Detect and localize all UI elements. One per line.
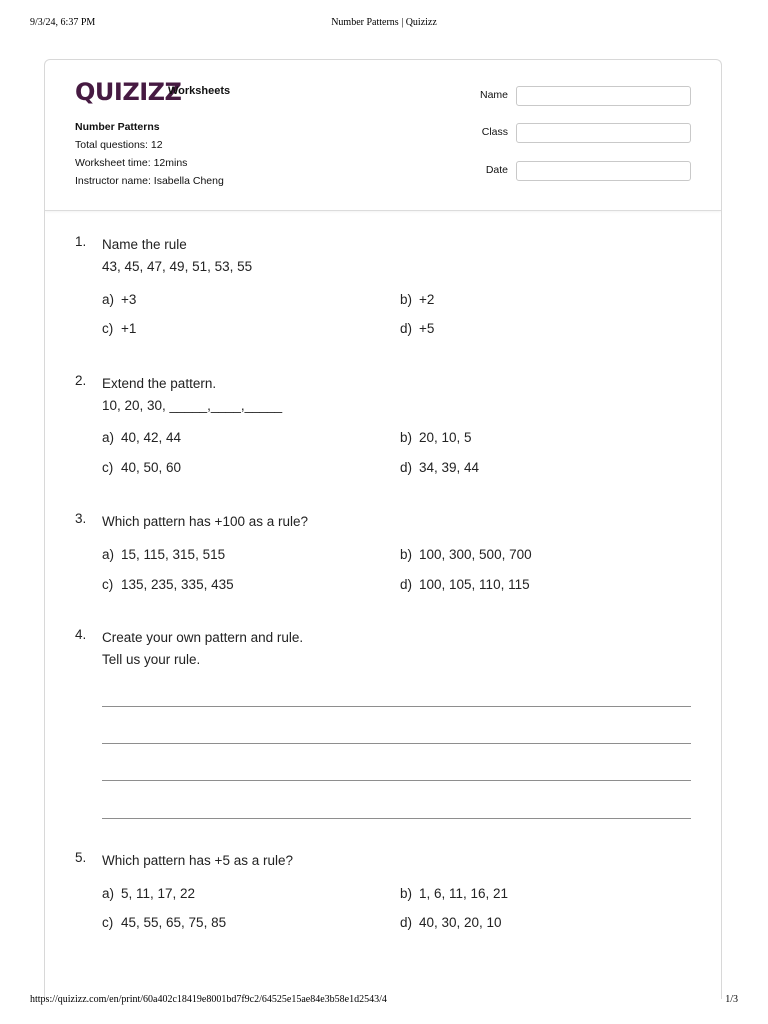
option-letter: b) [400,886,413,901]
option-text: 40, 42, 44 [121,430,182,445]
option-letter: a) [102,547,115,562]
instructor-name: Instructor name: Isabella Cheng [75,175,224,187]
option-b[interactable] [400,430,472,445]
option-d[interactable] [400,460,479,475]
option-letter: b) [400,547,413,562]
option-text: 100, 300, 500, 700 [419,547,532,562]
question-number: 3. [75,511,87,526]
option-text: +5 [419,321,435,336]
option-c[interactable] [102,460,181,475]
option-text: +1 [121,321,137,336]
worksheet-time: Worksheet time: 12mins [75,157,188,169]
question-prompt: Create your own pattern and rule. Tell us your rule. [102,630,304,667]
name-field[interactable] [516,86,691,106]
print-title: Number Patterns | Quizizz [331,17,437,28]
option-d[interactable] [400,915,502,930]
option-text: 100, 105, 110, 115 [419,577,530,592]
option-text: +2 [419,292,435,307]
option-text: 20, 10, 5 [419,430,472,445]
class-label: Class [481,126,508,138]
answer-line[interactable] [102,743,691,744]
option-a[interactable] [102,547,225,562]
option-letter: a) [102,430,115,445]
option-letter: d) [400,460,413,475]
option-d[interactable] [400,577,530,592]
option-text: 15, 115, 315, 515 [121,547,226,562]
worksheet-meta [75,118,224,190]
option-text: 40, 30, 20, 10 [419,915,502,930]
date-field[interactable] [516,161,691,181]
option-c[interactable] [102,321,136,336]
question-prompt: Name the rule 43, 45, 47, 49, 51, 53, 55 [102,237,253,274]
answer-line[interactable] [102,780,691,781]
option-b[interactable] [400,292,434,307]
question-prompt: Extend the pattern. 10, 20, 30, _____,____,_____ [102,376,283,413]
print-datetime: 9/3/24, 6:37 PM [30,17,96,28]
option-text: 5, 11, 17, 22 [121,886,196,901]
worksheets-label: Worksheets [168,85,231,97]
question-number: 1. [75,234,87,249]
total-questions: Total questions: 12 [75,139,163,151]
worksheet-header [45,60,721,211]
name-label: Name [479,89,508,101]
option-text: 40, 50, 60 [121,460,182,475]
option-text: 135, 235, 335, 435 [121,577,234,592]
option-letter: c) [102,577,114,592]
quizizz-logo: QUIZIZZ [75,78,182,106]
option-text: 45, 55, 65, 75, 85 [121,915,227,930]
question-number: 5. [75,850,87,865]
option-letter: b) [400,292,413,307]
option-b[interactable] [400,886,508,901]
option-a[interactable] [102,292,136,307]
print-url: https://quizizz.com/en/print/60a402c18419e8001bd7f9c2/64525e15ae84e3b58e1d2543/4 [30,994,387,1005]
option-letter: c) [102,321,114,336]
question-prompt: Which pattern has +5 as a rule? [102,853,293,868]
question-prompt: Which pattern has +100 as a rule? [102,514,309,529]
worksheet-sheet [44,59,722,999]
option-letter: a) [102,886,115,901]
answer-line[interactable] [102,706,691,707]
option-d[interactable] [400,321,434,336]
answer-line[interactable] [102,818,691,819]
option-a[interactable] [102,886,195,901]
option-text: +3 [121,292,137,307]
class-field[interactable] [516,123,691,143]
page-number: 1/3 [725,994,738,1005]
option-text: 1, 6, 11, 16, 21 [419,886,509,901]
option-letter: c) [102,915,114,930]
worksheet-title: Number Patterns [75,121,160,133]
option-text: 34, 39, 44 [419,460,480,475]
option-letter: d) [400,577,413,592]
option-letter: b) [400,430,413,445]
option-b[interactable] [400,547,532,562]
option-a[interactable] [102,430,181,445]
option-letter: d) [400,321,413,336]
option-letter: c) [102,460,114,475]
question-number: 2. [75,373,87,388]
question-number: 4. [75,627,87,642]
date-label: Date [485,164,508,176]
option-c[interactable] [102,915,226,930]
option-letter: d) [400,915,413,930]
option-letter: a) [102,292,115,307]
option-c[interactable] [102,577,234,592]
